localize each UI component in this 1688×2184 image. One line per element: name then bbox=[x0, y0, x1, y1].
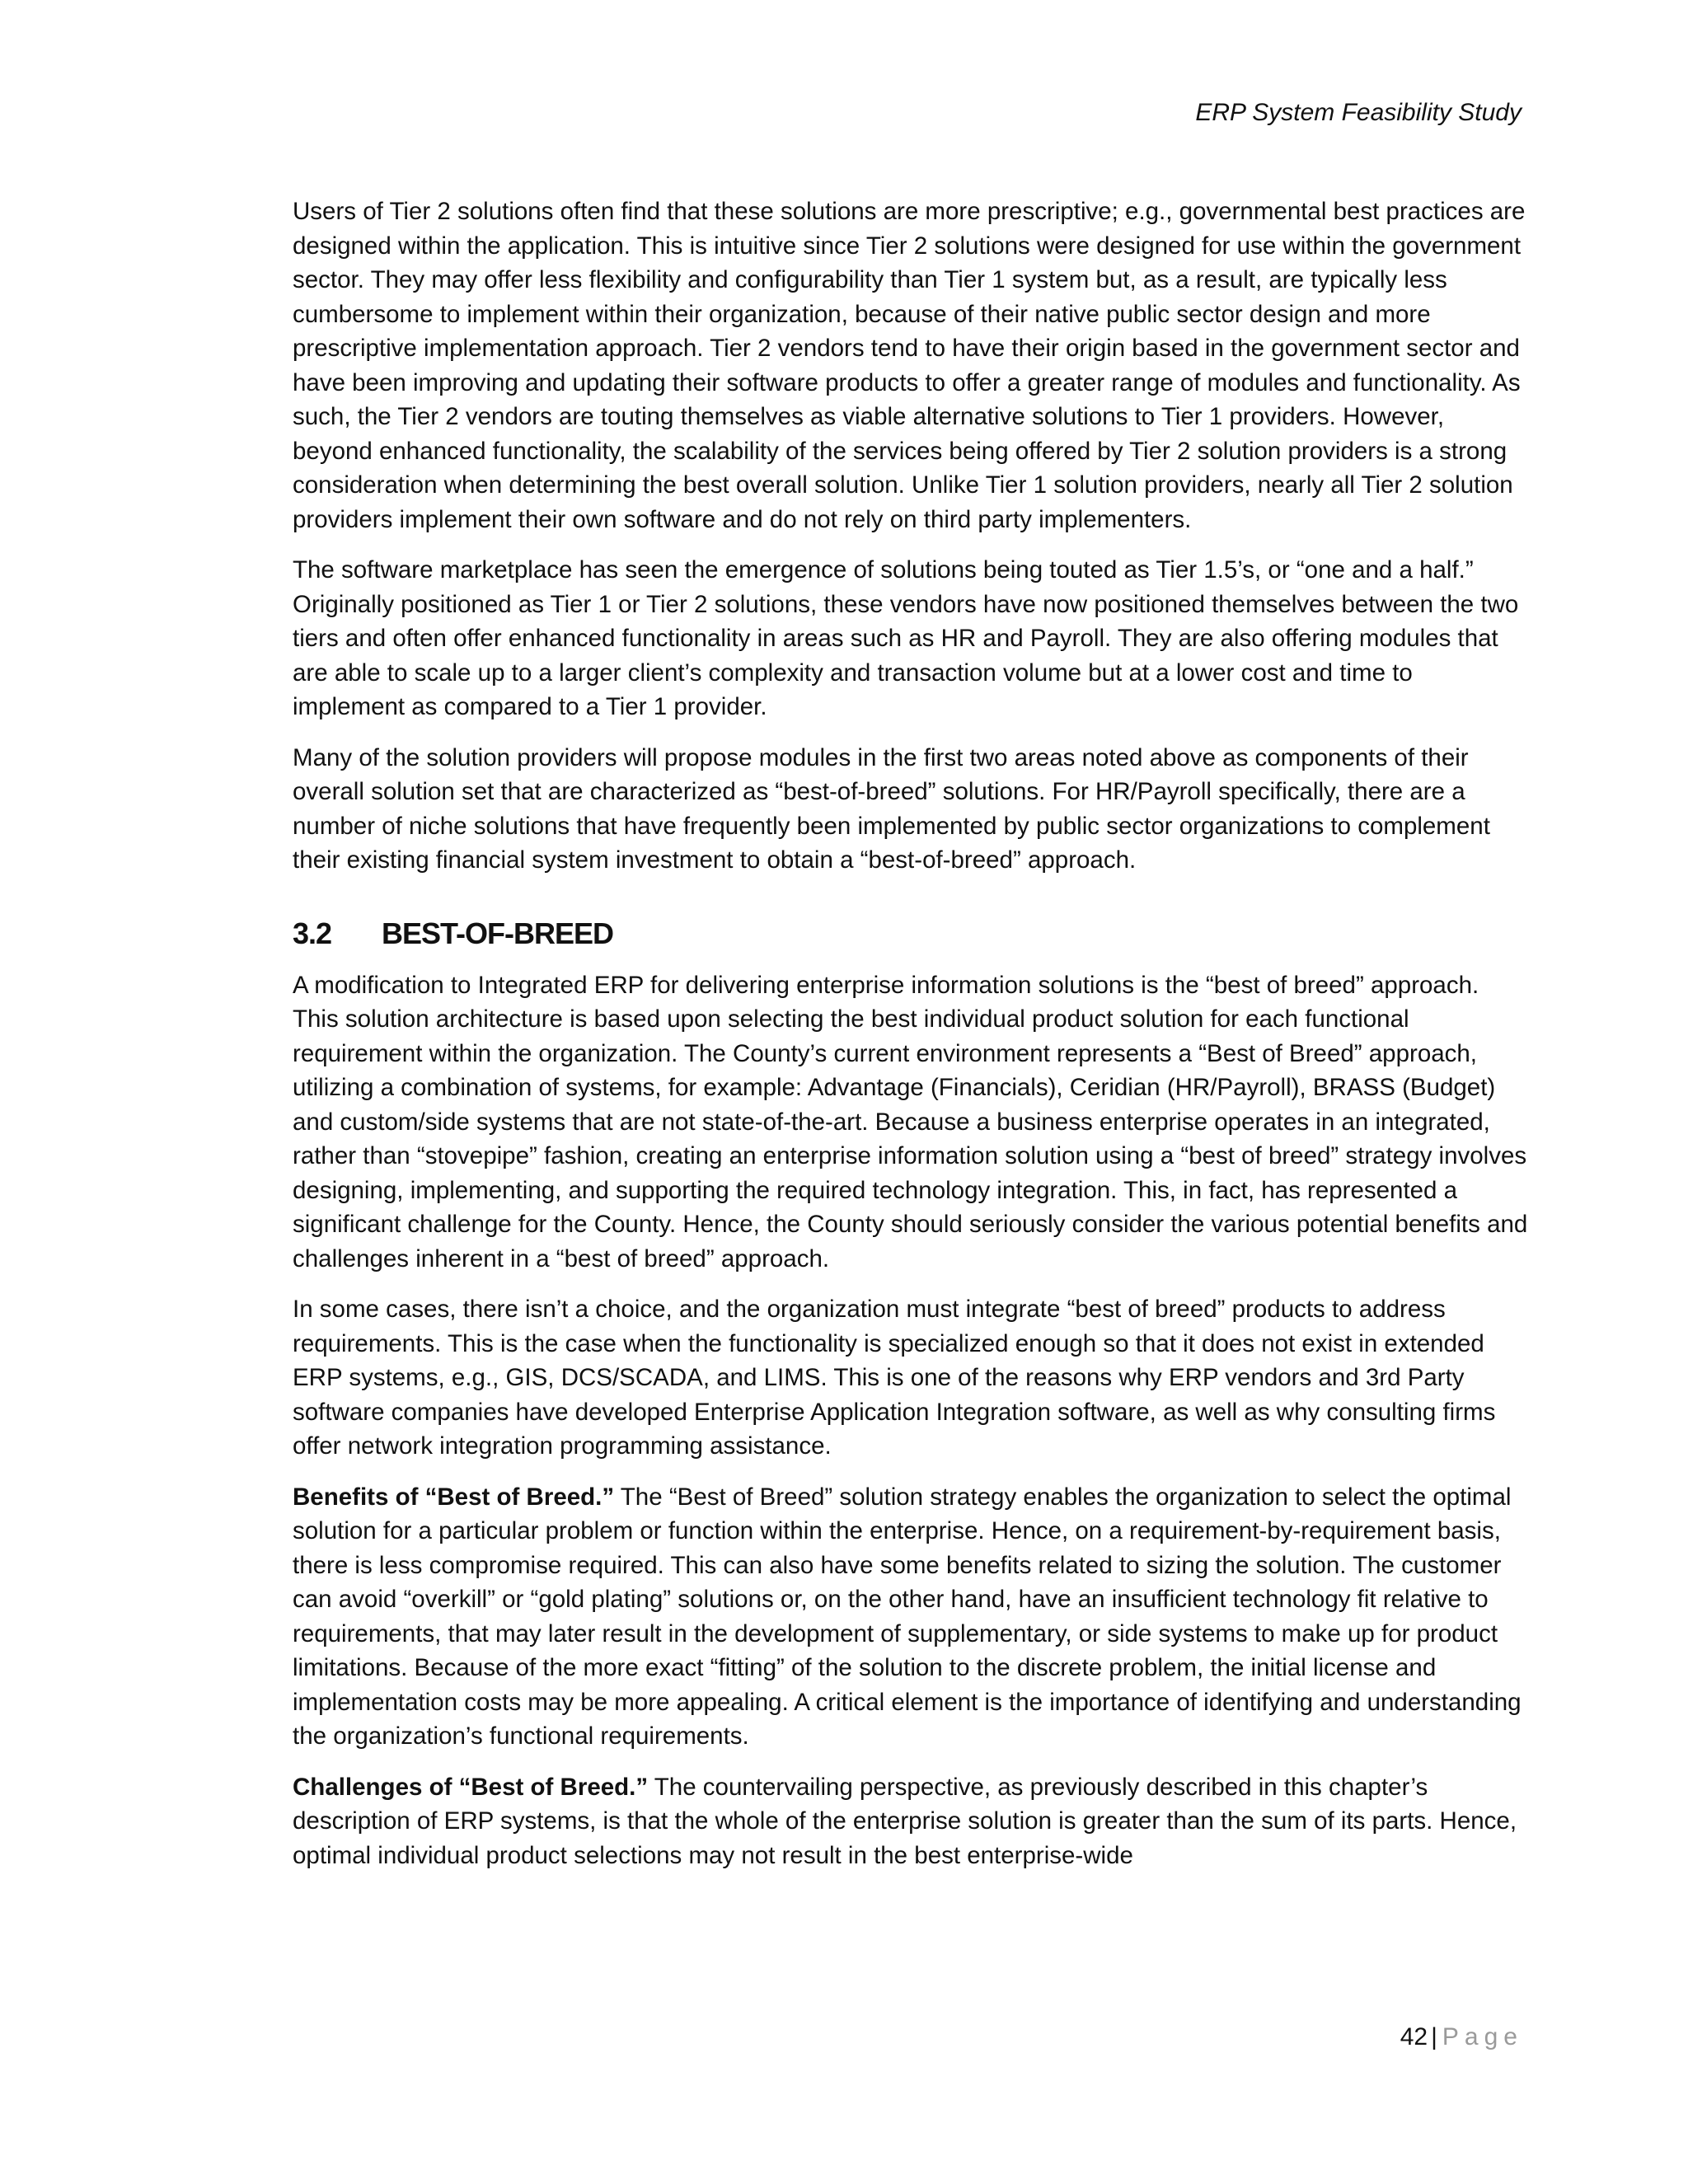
paragraph-tier-1-5: The software marketplace has seen the emergence of solutions being touted as Tier 1.5’s, or “one and a half.” Originally positioned as Tier 1 or Tier 2 solutions, these vendors have now positioned themselves between the two tiers and often offer enhanced functionality in areas such as HR and Payroll. They are also offering modules that are able to scale up to a larger client’s complexity and transaction volume but at a lower cost and time to implement as compared to a Tier 1 provider. bbox=[293, 556, 1519, 720]
benefits-lead: Benefits of “Best of Breed.” bbox=[293, 1483, 615, 1511]
paragraph-tier2-users: Users of Tier 2 solutions often find that these solutions are more prescriptive; e.g., governmental best practices are designed within the application. This is intuitive since Tier 2 solutions were designed for use within the government sector. They may offer less flexibility and configurability than Tier 1 system but, as a result, are typically less cumbersome to implement within their organization, because of their native public sector design and more prescriptive implementation approach. Tier 2 vendors tend to have their origin based in the government sector and have been improving and updating their software products to offer a greater range of modules and functionality. As such, the Tier 2 vendors are touting themselves as viable alternative solutions to Tier 1 providers. However, beyond enhanced functionality, the scalability of the services being offered by Tier 2 solution providers is a strong consideration when determining the best overall solution. Unlike Tier 1 solution providers, nearly all Tier 2 solution providers implement their own software and do not rely on third party implementers. bbox=[293, 198, 1526, 533]
page-number: 42 bbox=[1400, 2023, 1428, 2050]
page-label: Page bbox=[1442, 2023, 1523, 2050]
benefits-text: The “Best of Breed” solution strategy enables the organization to select the optimal solution for a particular problem or function within the enterprise. Hence, on a requirement-by-requirement basis, there is less compromise required. This can also have some benefits related to sizing the solution. The customer can avoid “overkill” or “gold plating” solutions or, on the other hand, have an insufficient technology fit relative to requirements, that may later result in the development of supplementary, or side systems to make up for product limitations. Because of the more exact “fitting” of the solution to the discrete problem, the initial license and implementation costs may be more appealing. A critical element is the importance of identifying and understanding the organization’s functional requirements. bbox=[293, 1483, 1522, 1750]
footer-separator: | bbox=[1431, 2023, 1437, 2050]
challenges-lead: Challenges of “Best of Breed.” bbox=[293, 1773, 649, 1801]
paragraph-niche-solutions: Many of the solution providers will propose modules in the first two areas noted above as components of their overall solution set that are characterized as “best-of-breed” solutions. For HR/Payroll specifically, there are a number of niche solutions that have frequently been implemented by public sector organizations to complement their existing financial system investment to obtain a “best-of-breed” approach. bbox=[293, 743, 1490, 874]
paragraph-challenges bbox=[293, 1770, 1529, 1873]
paragraph-integration-choice: In some cases, there isn’t a choice, and the organization must integrate “best of breed” products to address requirements. This is the case when the functionality is specialized enough so that it does not exist in extended ERP systems, e.g., GIS, DCS/SCADA, and LIMS. This is one of the reasons why ERP vendors and 3rd Party software companies have developed Enterprise Application Integration software, as well as why consulting firms offer network integration programming assistance. bbox=[293, 1296, 1496, 1460]
paragraph-benefits bbox=[293, 1480, 1529, 1754]
body-content bbox=[293, 194, 1529, 1889]
page-footer bbox=[1400, 2023, 1523, 2051]
challenges-text: The countervailing perspective, as previously described in this chapter’s description of ERP systems, is that the whole of the enterprise solution is greater than the sum of its parts. Hence, optimal individual product selections may not result in the best enterprise-wide bbox=[293, 1773, 1517, 1869]
section-heading bbox=[293, 914, 1529, 954]
section-title: BEST-OF-BREED bbox=[382, 916, 614, 950]
paragraph-best-of-breed-intro: A modification to Integrated ERP for delivering enterprise information solutions is the “best of breed” approach. This solution architecture is based upon selecting the best individual product solution for each functional requirement within the organization. The County’s current environment represents a “Best of Breed” approach, utilizing a combination of systems, for example: Advantage (Financials), Ceridian (HR/Payroll), BRASS (Budget) and custom/side systems that are not state-of-the-art. Because a business enterprise operates in an integrated, rather than “stovepipe” fashion, creating an enterprise information solution using a “best of breed” strategy involves designing, implementing, and supporting the required technology integration. This, in fact, has represented a significant challenge for the County. Hence, the County should seriously consider the various potential benefits and challenges inherent in a “best of breed” approach. bbox=[293, 971, 1528, 1272]
running-header: ERP System Feasibility Study bbox=[1195, 99, 1522, 126]
section-number: 3.2 bbox=[293, 916, 332, 950]
